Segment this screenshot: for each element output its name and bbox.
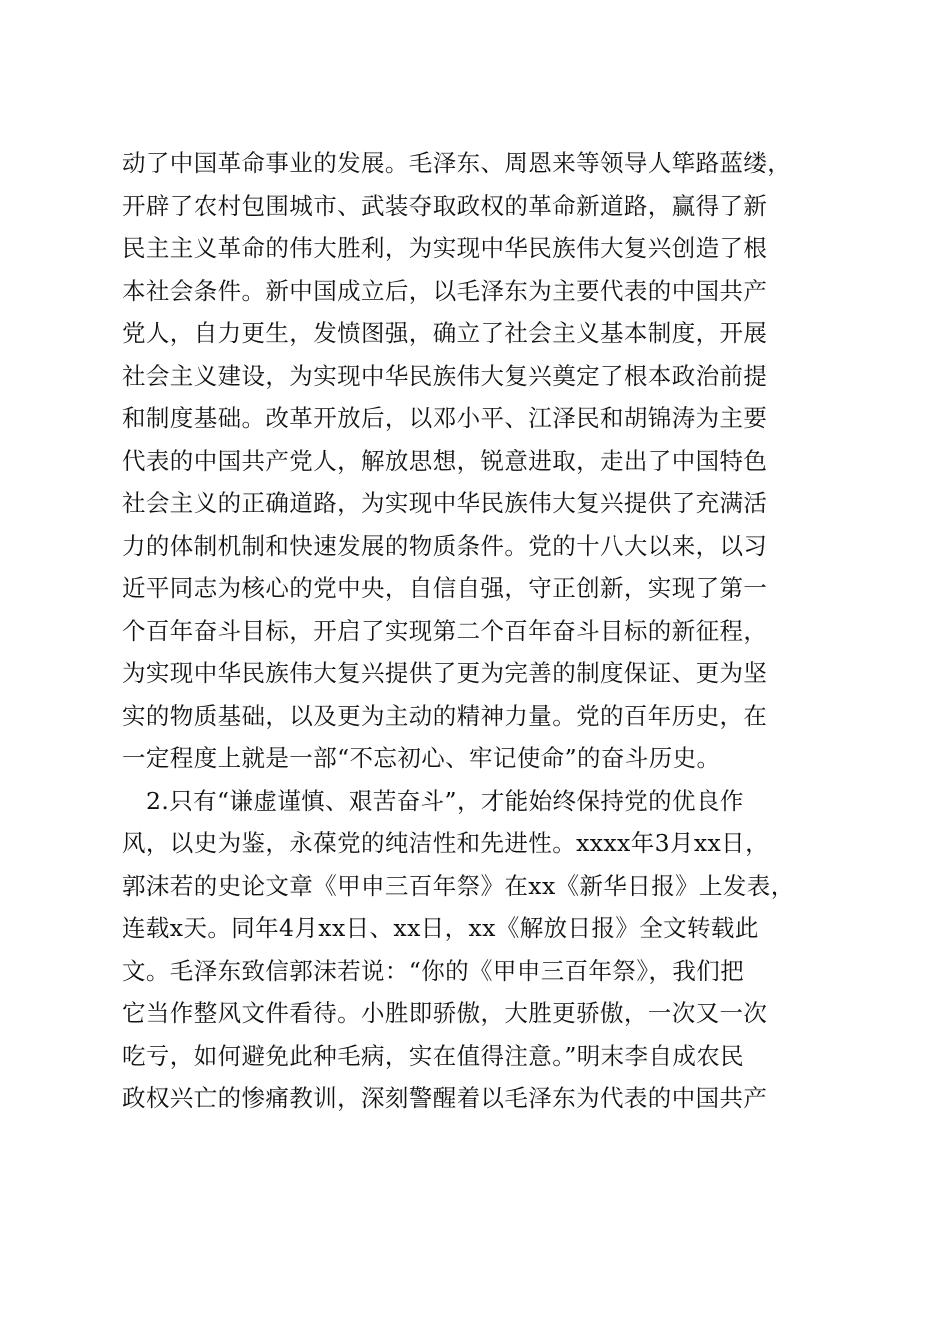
text-line: 和制度基础。改革开放后，以邓小平、江泽民和胡锦涛为主要	[122, 404, 768, 432]
text-line: 本社会条件。新中国成立后，以毛泽东为主要代表的中国共产	[122, 276, 768, 305]
text-line: 代表的中国共产党人，解放思想，锐意进取，走出了中国特色	[122, 446, 768, 475]
text-line: 开辟了农村包围城市、武装夺取政权的革命新道路，赢得了新	[122, 191, 768, 220]
text-line: 连载x天。同年4月xx日、xx日，xx《解放日报》全文转载此	[122, 914, 759, 942]
text-line: 社会主义建设，为实现中华民族伟大复兴奠定了根本政治前提	[122, 361, 768, 390]
text-line: 民主主义革命的伟大胜利，为实现中华民族伟大复兴创造了根	[122, 234, 768, 262]
text-line: 近平同志为核心的党中央，自信自强，守正创新，实现了第一	[122, 574, 768, 602]
text-line: 2.只有“谦虚谨慎、艰苦奋斗”，才能始终保持党的优良作	[146, 786, 744, 815]
paragraph-history	[122, 142, 842, 780]
text-line: 吃亏，如何避免此种毛病，实在值得注意。”明末李自成农民	[122, 1041, 745, 1070]
text-line: 力的体制机制和快速发展的物质条件。党的十八大以来，以习	[122, 531, 768, 560]
text-line: 党人，自力更生，发愤图强，确立了社会主义基本制度，开展	[122, 319, 768, 347]
text-line: 政权兴亡的惨痛教训，深刻警醒着以毛泽东为代表的中国共产	[122, 1084, 768, 1112]
text-line: 郭沫若的史论文章《甲申三百年祭》在xx《新华日报》上发表，	[122, 871, 795, 900]
text-line: 文。毛泽东致信郭沫若说：“你的《甲申三百年祭》，我们把	[122, 956, 745, 985]
text-line: 风，以史为鉴，永葆党的纯洁性和先进性。xxxx年3月xx日，	[122, 829, 769, 857]
paragraph-section-2	[122, 780, 842, 1120]
text-line: 实的物质基础，以及更为主动的精神力量。党的百年历史，在	[122, 701, 768, 730]
text-line: 它当作整风文件看待。小胜即骄傲，大胜更骄傲，一次又一次	[122, 999, 768, 1027]
text-line: 社会主义的正确道路，为实现中华民族伟大复兴提供了充满活	[122, 489, 768, 517]
text-line: 动了中国革命事业的发展。毛泽东、周恩来等领导人筚路蓝缕，	[122, 149, 792, 177]
text-line: 个百年奋斗目标，开启了实现第二个百年奋斗目标的新征程，	[122, 616, 768, 645]
text-line: 一定程度上就是一部“不忘初心、牢记使命”的奋斗历史。	[122, 744, 721, 772]
text-line: 为实现中华民族伟大复兴提供了更为完善的制度保证、更为坚	[122, 659, 768, 687]
document-body	[122, 142, 842, 1120]
